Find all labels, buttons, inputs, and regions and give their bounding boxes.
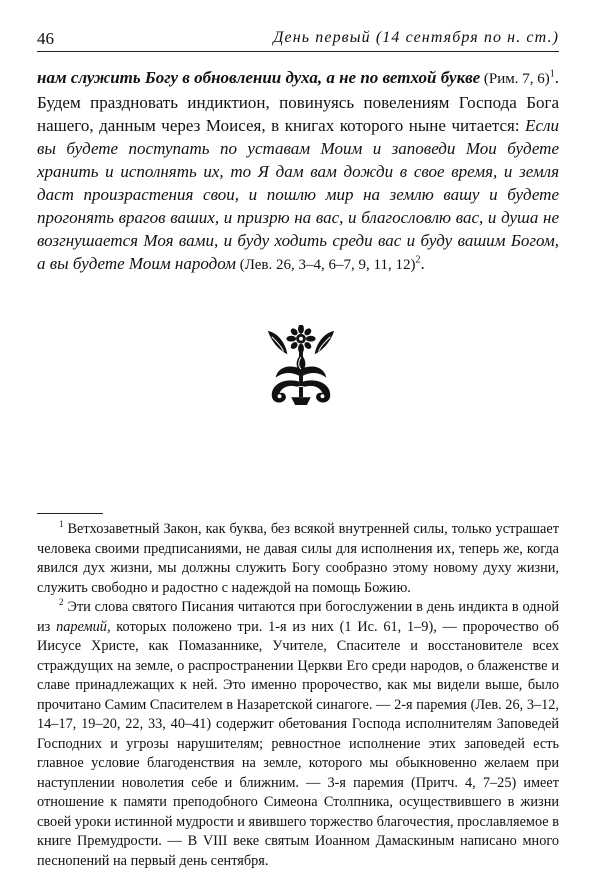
- footnote-2: [37, 598, 559, 871]
- footnote-2-term: паремий: [56, 618, 107, 635]
- footnote-2-mark: 2: [59, 597, 64, 608]
- body-text-end: .: [420, 254, 425, 273]
- floral-ornament-icon: [262, 325, 340, 407]
- footnotes: [37, 520, 559, 871]
- footnote-1-text: Ветхозаветный Закон, как буква, без всякой внутренней силы, только устрашает человека своими предписаниями, не давая силы для исполнения их, теперь же, когда явился дух жизни, мы должны служить Богу сообразно этому новому духу жизни, служить свободно и радостно с надеждой на помощь Божию.: [37, 521, 559, 596]
- main-text: [37, 66, 559, 277]
- footnote-ref-1: 1: [549, 68, 555, 80]
- scripture-quote-italic: Если вы будете поступать по уставам Моим и заповеди Мои будете хранить и исполнять их, то Я дам вам дожди в свое время, и земля даст произрастения свои, и пошлю мир на землю вашу и будете прогонять врагов ваших, и призрю на вас, и благословлю вас, и душа не возгнушается Моя вами, и буду ходить среди вас и буду вашим Богом, а вы будете Моим народом: [37, 116, 559, 273]
- footnote-2-text-a: Эти слова святого Писания читаются при богослужении в день индикта в одной из: [37, 599, 559, 635]
- footnote-1-mark: 1: [59, 519, 64, 530]
- page-number: 46: [37, 29, 54, 48]
- page-header: [37, 27, 559, 52]
- scripture-quote-bold: нам служить Богу в обновлении духа, а не по ветхой букве: [37, 68, 481, 87]
- running-head: День первый (14 сентября по н. ст.): [273, 29, 559, 46]
- footnote-2-text-b: , которых положено три. 1-я из них (1 Ис. 61, 1–9), — пророчество об Иисусе Христе, как Помазаннике, Учителе, Спасителе и восстановителе всех страждущих на земле, о распространении Церкви Его среди народов, о блаженстве и славе принадлежащих к ней. Это именно пророчество, как мы видели выше, было прочитано Самим Спасителем в Назаретской синагоге. — 2-я паремия (Лев. 26, 3–12, 14–17, 19–20, 22, 33, 40–41) содержит обетования Господа исполнителям Заповедей Господних и угрозы нарушителям; ревностное исполнение этих заповедей есть главное условие благоденствия на земле, которого мы обыкновенно желаем при наступлении новолетия себе и ближним. — 3-я паремия (Притч. 4, 7–25) имеет отношение к памяти преподобного Симеона Столпника, осуществившего в жизни своей уроки истинной мудрости и явившего торжество благочестия, прославляемое в книге Премудрости. — В VIII веке святым Иоанном Дамаскиным написано много песнопений на первый день сентября.: [37, 618, 559, 869]
- scripture-reference-2: (Лев. 26, 3–4, 6–7, 9, 11, 12): [235, 257, 416, 273]
- main-paragraph: [37, 66, 559, 277]
- scripture-reference: (Рим. 7, 6): [480, 71, 550, 87]
- footnote-ref-2: 2: [415, 254, 421, 266]
- body-text: . Будем праздновать индиктион, повинуясь повелениям Господа Бога нашего, данным через Моисея, в книгах которого ныне читается:: [37, 68, 559, 135]
- footnote-1: [37, 520, 559, 598]
- footnote-separator: [37, 513, 103, 514]
